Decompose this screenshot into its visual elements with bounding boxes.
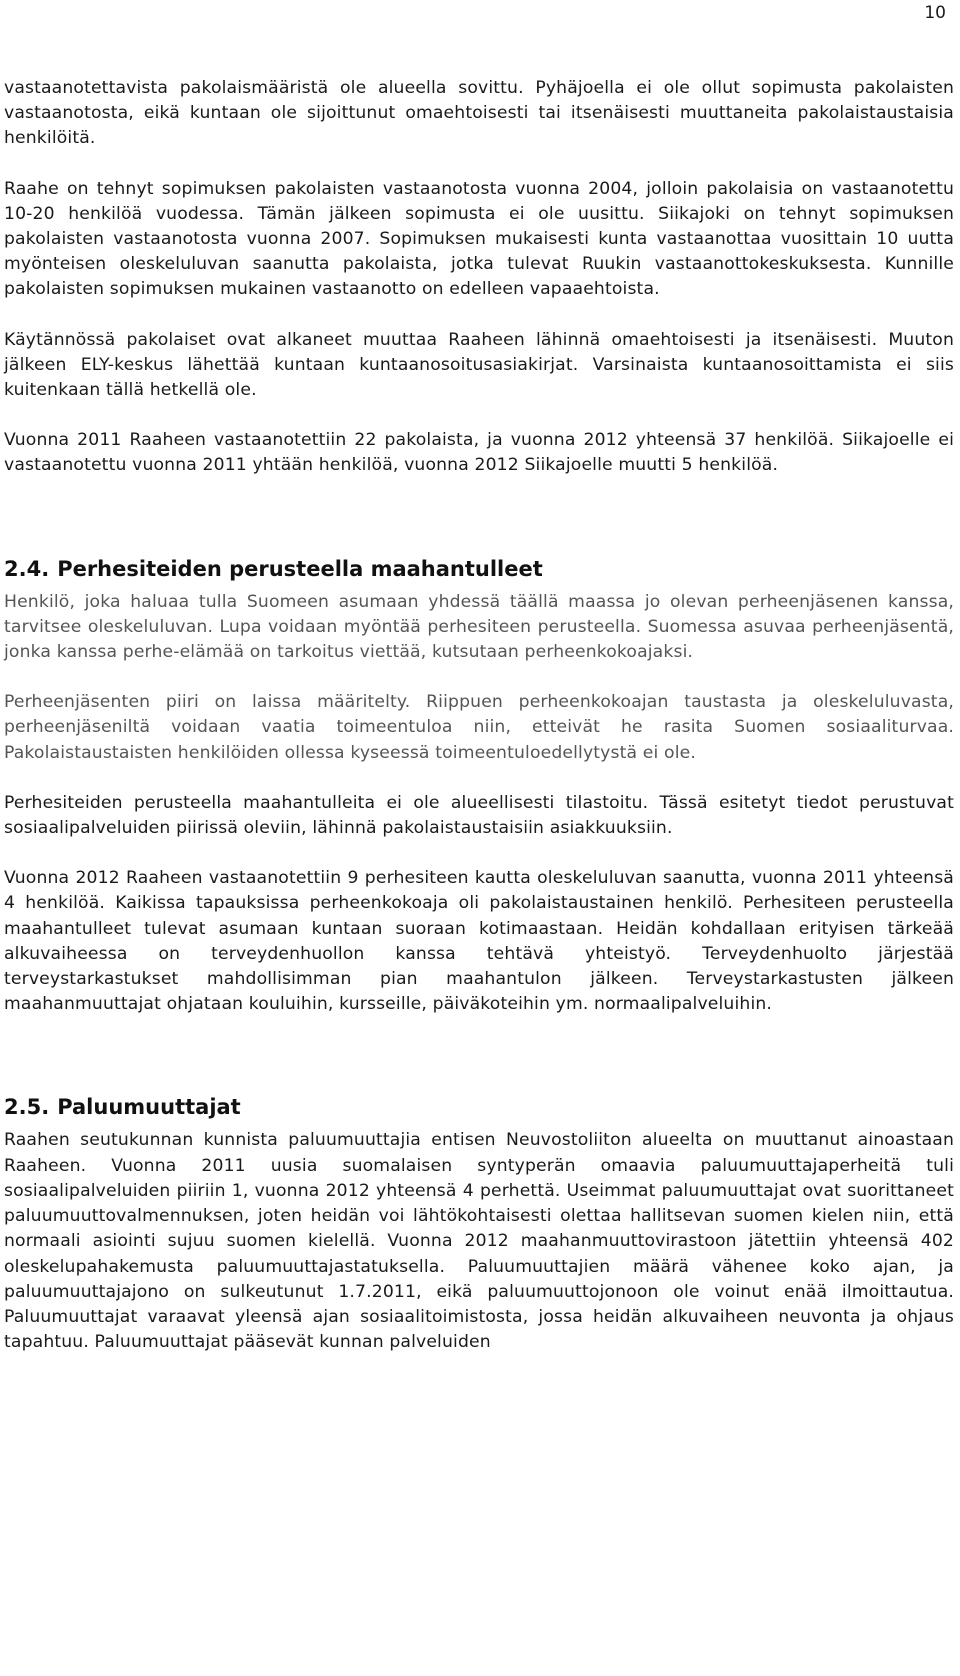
paragraph-family-reunification: Henkilö, joka haluaa tulla Suomeen asumaan yhdessä täällä maassa jo olevan perheenjäsenen kanssa, tarvitsee oleskeluluvan. Lupa voidaan myöntää perhesiteen perusteella. Suomessa asuvaa perheenjäsentä, jonka kanssa perhe-elämää on tarkoitus viettää, kutsutaan perheenkokoajaksi. [4, 591, 954, 663]
paragraph-return-migrants: Raahen seutukunnan kunnista paluumuuttajia entisen Neuvostoliiton alueelta on muuttanut ainoastaan Raaheen. Vuonna 2011 uusia suomalaisen syntyperän omaavia paluumuuttajaperheitä tuli sosiaalipalveluiden piiriin 1, vuonna 2012 yhteensä 4 perhettä. Useimmat paluumuuttajat ovat suorittaneet paluumuuttovalmennuksen, joten heidän voi lähtökohtaisesti olettaa hallitsevan suomen kielen niin, että normaali asiointi sujuu suomen kielellä. Vuonna 2012 maahanmuuttovirastoon jätettiin yhteensä 402 oleskelupahakemusta paluumuuttajastatuksella. Paluumuuttajien määrä vähenee koko ajan, ja paluumuuttajajono on sulkeutunut 1.7.2011, eikä paluumuuttojonoon ole voinut enää ilmoittautua. Paluumuuttajat varaavat yleensä ajan sosiaalitoimistosta, jossa heidän alkuvaiheen neuvonta ja ohjaus tapahtuu. Paluumuuttajat pääsevät kunnan palveluiden [4, 1130, 954, 1353]
document-body [4, 76, 954, 1355]
paragraph-spacer [4, 303, 954, 328]
section-title: Paluumuuttajat [57, 1095, 241, 1120]
page-number: 10 [924, 3, 946, 23]
section-spacer [4, 479, 954, 555]
paragraph-voluntary-moving: Käytännössä pakolaiset ovat alkaneet muuttaa Raaheen lähinnä omaehtoisesti ja itsenäisesti. Muuton jälkeen ELY-keskus lähettää kuntaan kuntaanosoitusasiakirjat. Varsinaista kuntaanosoittamista ei siis kuitenkaan tällä hetkellä ole. [4, 329, 954, 401]
paragraph-statistics-note: Perhesiteiden perusteella maahantulleita ei ole alueellisesti tilastoitu. Tässä esitetyt tiedot perustuvat sosiaalipalveluiden piirissä oleviin, lähinnä pakolaistaustaisiin asiakkuuksiin. [4, 792, 954, 839]
section-number: 2.5. [4, 1095, 50, 1120]
section-number: 2.4. [4, 556, 50, 581]
paragraph-spacer [4, 152, 954, 177]
section-heading-family-ties [4, 555, 954, 590]
paragraph-spacer [4, 403, 954, 428]
paragraph-family-ties-counts: Vuonna 2012 Raaheen vastaanotettiin 9 perhesiteen kautta oleskeluluvan saanutta, vuonna 2011 yhteensä 4 henkilöä. Kaikissa tapauksissa perheenkokoaja oli pakolaistaustainen henkilö. Perhesiteen perusteella maahantulleet tulevat asumaan kuntaan suoraan kotimaastaan. Heidän kohdallaan erityisen tärkeää alkuvaiheessa on terveydenhuollon kanssa tehtävä yhteistyö. Terveydenhuolto järjestää terveystarkastukset mahdollisimman pian maahantulon jälkeen. Terveystarkastusten jälkeen maahanmuuttajat ohjataan kouluihin, kursseille, päiväkoteihin ym. normaalipalveluihin. [4, 868, 954, 1015]
paragraph-spacer [4, 841, 954, 866]
paragraph-spacer [4, 665, 954, 690]
paragraph-spacer [4, 766, 954, 791]
paragraph-refugee-agreements-intro: vastaanotettavista pakolaismääristä ole alueella sovittu. Pyhäjoella ei ole ollut sopimusta pakolaisten vastaanotosta, eikä kuntaan ole sijoittunut omaehtoisesti tai itsenäisesti muuttaneita pakolaistaustaisia henkilöitä. [4, 78, 954, 149]
paragraph-refugee-counts: Vuonna 2011 Raaheen vastaanotettiin 22 pakolaista, ja vuonna 2012 yhteensä 37 henkilöä. Siikajoelle ei vastaanotettu vuonna 2011 yhtään henkilöä, vuonna 2012 Siikajoelle muutti 5 henkilöä. [4, 430, 954, 476]
paragraph-raahe-siikajoki-agreements: Raahe on tehnyt sopimuksen pakolaisten vastaanotosta vuonna 2004, jolloin pakolaisia on vastaanotettu 10-20 henkilöä vuodessa. Tämän jälkeen sopimusta ei ole uusittu. Siikajoki on tehnyt sopimuksen pakolaisten vastaanotosta vuonna 2007. Sopimuksen mukaisesti kunta vastaanottaa vuosittain 10 uutta myönteisen oleskeluluvan saanutta pakolaista, jotka tulevat Ruukin vastaanottokeskuksesta. Kunnille pakolaisten sopimuksen mukainen vastaanotto on edelleen vapaaehtoista. [4, 178, 954, 300]
section-heading-return-migrants [4, 1093, 954, 1128]
section-spacer [4, 1017, 954, 1093]
paragraph-family-members-definition: Perheenjäsenten piiri on laissa määritelty. Riippuen perheenkokoajan taustasta ja oleskeluluvasta, perheenjäseniltä voidaan vaatia toimeentuloa niin, etteivät he rasita Suomen sosiaaliturvaa. Pakolaistaustaisten henkilöiden ollessa kyseessä toimeentuloedellytystä ei ole. [4, 692, 954, 763]
section-title: Perhesiteiden perusteella maahantulleet [57, 556, 543, 581]
